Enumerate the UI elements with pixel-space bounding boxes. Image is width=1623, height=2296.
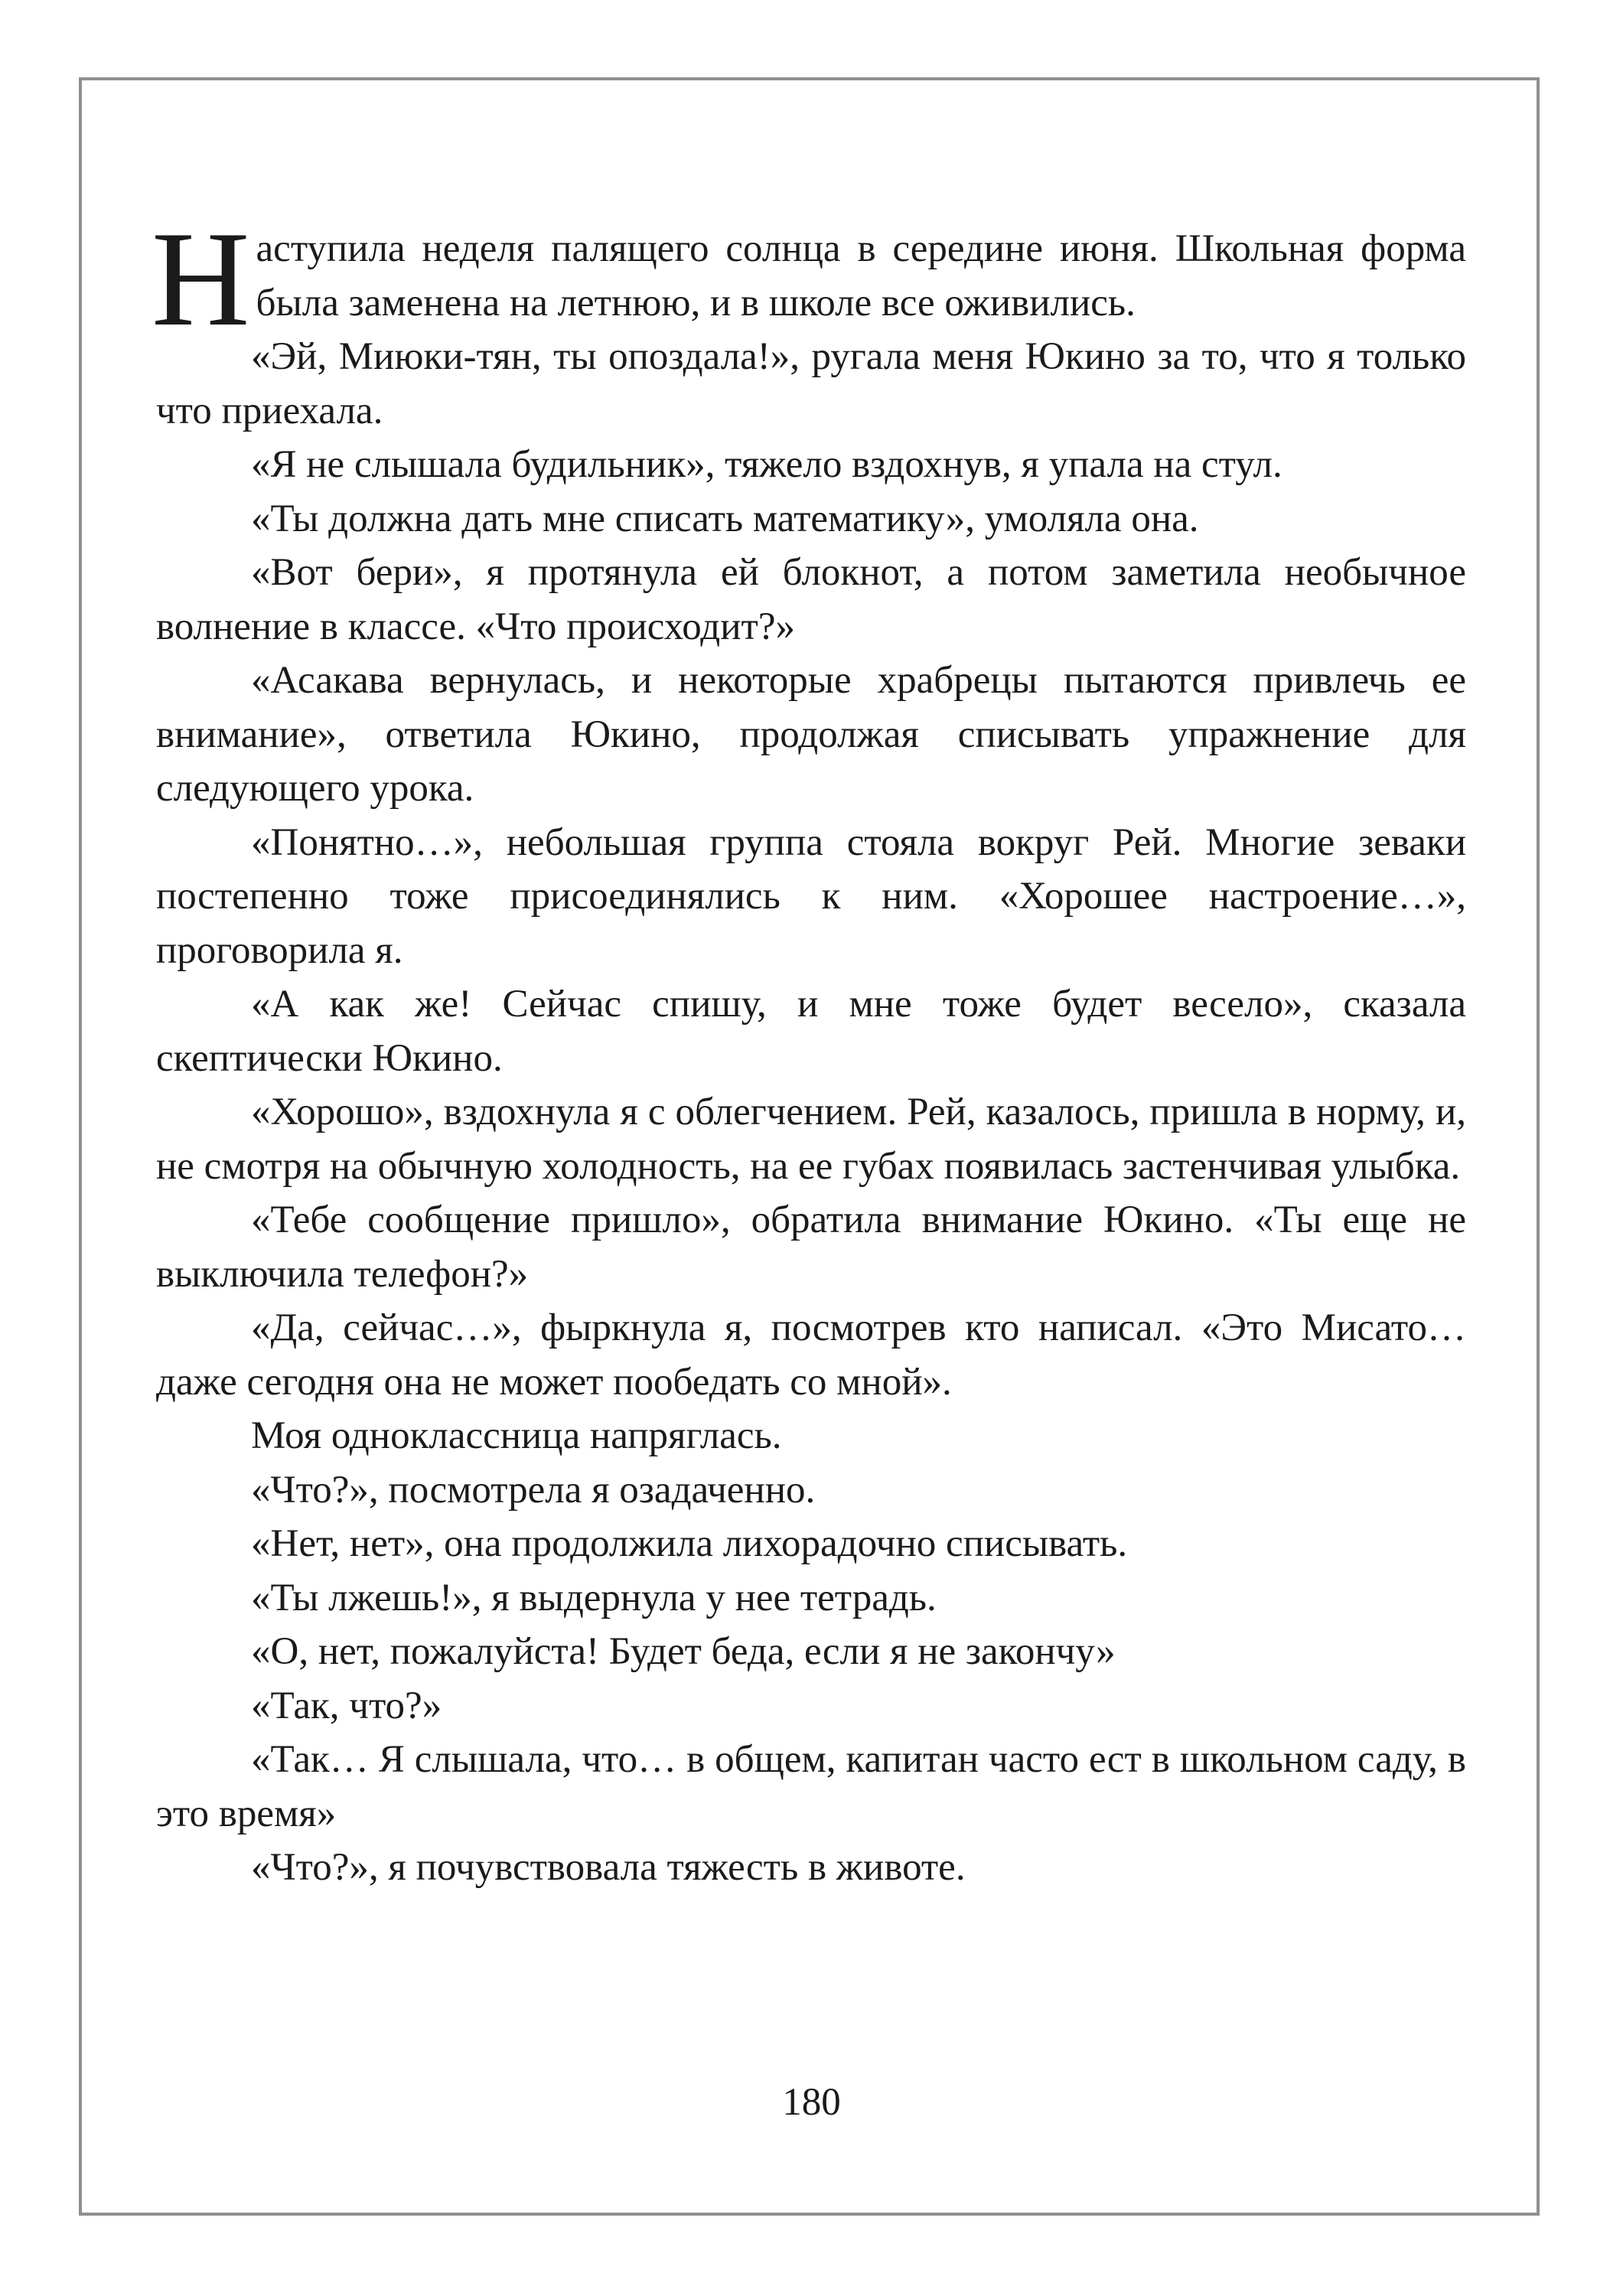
paragraph-6: «Асакава вернулась, и некоторые храбрецы пытаются привлечь ее внимание», ответила Юкино, продолжая списывать упражнение для следующего урока.	[156, 659, 1466, 810]
paragraph-11: «Да, сейчас…», фыркнула я, посмотрев кто написал. «Это Мисато… даже сегодня она не может пообедать со мной».	[156, 1306, 1466, 1404]
paragraph-8: «А как же! Сейчас спишу, и мне тоже будет весело», сказала скептически Юкино.	[156, 983, 1466, 1080]
paragraph-15: «Ты лжешь!», я выдернула у нее тетрадь.	[251, 1576, 937, 1619]
paragraph-1	[152, 203, 1466, 354]
paragraph-18: «Так… Я слышала, что… в общем, капитан часто ест в школьном саду, в это время»	[156, 1738, 1466, 1835]
paragraph-3: «Я не слышала будильник», тяжело вздохнув, я упала на стул.	[251, 443, 1282, 486]
body-text	[152, 203, 1466, 1895]
paragraph-14: «Нет, нет», она продолжила лихорадочно списывать.	[251, 1522, 1128, 1565]
paragraph-19: «Что?», я почувствовала тяжесть в животе.	[251, 1846, 966, 1889]
paragraph-5: «Вот бери», я протянула ей блокнот, а потом заметила необычное волнение в классе. «Что происходит?»	[156, 551, 1466, 648]
page-number: 180	[782, 2081, 841, 2124]
paragraph-2: «Эй, Миюки-тян, ты опоздала!», ругала меня Юкино за то, что я только что приехала.	[156, 335, 1466, 432]
paragraph-10: «Тебе сообщение пришло», обратила внимание Юкино. «Ты еще не выключила телефон?»	[156, 1199, 1466, 1296]
paragraph-4: «Ты должна дать мне списать математику», умоляла она.	[251, 497, 1199, 540]
paragraph-12: Моя одноклассница напряглась.	[251, 1414, 782, 1457]
paragraph-16: «О, нет, пожалуйста! Будет беда, если я не закончу»	[251, 1630, 1116, 1673]
paragraph-17: «Так, что?»	[251, 1684, 442, 1727]
paragraph-text: аступила неделя палящего солнца в середине июня. Школьная форма была заменена на летнюю, и в школе все оживились.	[256, 227, 1466, 325]
paragraph-9: «Хорошо», вздохнула я с облегчением. Рей, казалось, пришла в норму, и, не смотря на обычную холодность, на ее губах появилась застенчивая улыбка.	[156, 1091, 1466, 1188]
paragraph-7: «Понятно…», небольшая группа стояла вокруг Рей. Многие зеваки постепенно тоже присоединялись к ним. «Хорошее настроение…», проговорила я.	[156, 820, 1466, 972]
paragraph-13: «Что?», посмотрела я озадаченно.	[251, 1468, 816, 1512]
drop-cap: Н	[152, 203, 250, 354]
